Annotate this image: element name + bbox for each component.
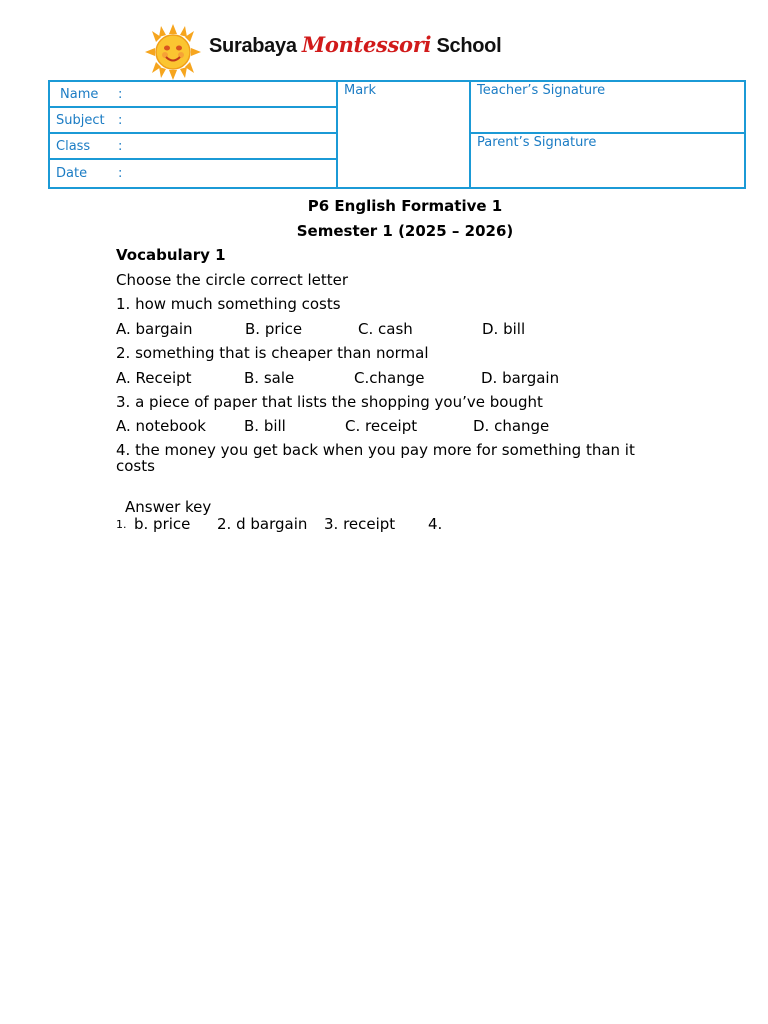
option-c[interactable]: C.change [354,369,425,387]
document-subtitle: Semester 1 (2025 – 2026) [296,222,514,240]
teacher-signature-box[interactable] [470,81,745,133]
answer-key-item: 2. d bargain [217,515,308,533]
subject-label: Subject [56,112,105,128]
date-field[interactable] [49,159,337,188]
name-field[interactable] [49,81,337,107]
option-d[interactable]: D. bargain [481,369,560,387]
option-c[interactable]: C. receipt [345,417,418,435]
answer-key-item: 4. [428,515,443,533]
school-name-word-2: Montessori [301,32,432,57]
option-a[interactable]: A. notebook [116,417,206,435]
answer-key-item: 3. receipt [324,515,396,533]
student-info-table [48,80,746,189]
question-2-options [116,369,656,387]
subject-field[interactable] [49,107,337,133]
answer-key-list [116,515,656,533]
mark-label: Mark [344,83,377,98]
option-d[interactable]: D. bill [482,320,526,338]
option-a[interactable]: A. bargain [116,320,193,338]
parent-signature-label: Parent’s Signature [477,135,597,150]
option-b[interactable]: B. price [245,320,303,338]
parent-signature-box[interactable] [470,133,745,188]
name-label: Name [60,86,99,102]
mark-box[interactable] [337,81,470,188]
school-name-word-3: School [436,35,502,57]
school-name-word-1: Surabaya [209,35,297,57]
document-title: P6 English Formative 1 [307,197,503,215]
option-a[interactable]: A. Receipt [116,369,192,387]
option-b[interactable]: B. sale [244,369,295,387]
school-name [209,32,501,58]
option-c[interactable]: C. cash [358,320,413,338]
answer-key-item: b. price [134,515,191,533]
date-separator: : [118,166,123,181]
answer-key-marker: 1. [116,518,127,531]
question-3: 3. a piece of paper that lists the shopping you’ve bought [116,393,543,411]
question-2: 2. something that is cheaper than normal [116,344,429,362]
class-label: Class [56,138,91,154]
instruction-text: Choose the circle correct letter [116,271,349,289]
section-heading: Vocabulary 1 [116,246,226,264]
date-label: Date [56,166,88,181]
name-separator: : [118,86,123,102]
question-1-options [116,320,656,338]
class-separator: : [118,138,123,154]
teacher-signature-label: Teacher’s Signature [477,83,606,98]
answer-key-heading: Answer key [125,498,212,516]
school-logo [143,24,502,80]
sun-logo-icon [143,24,203,80]
option-d[interactable]: D. change [473,417,550,435]
question-1: 1. how much something costs [116,295,341,313]
option-b[interactable]: B. bill [244,417,286,435]
question-3-options [116,417,656,435]
subject-separator: : [118,112,123,128]
question-4: 4. the money you get back when you pay more for something than it costs [116,441,635,475]
class-field[interactable] [49,133,337,159]
